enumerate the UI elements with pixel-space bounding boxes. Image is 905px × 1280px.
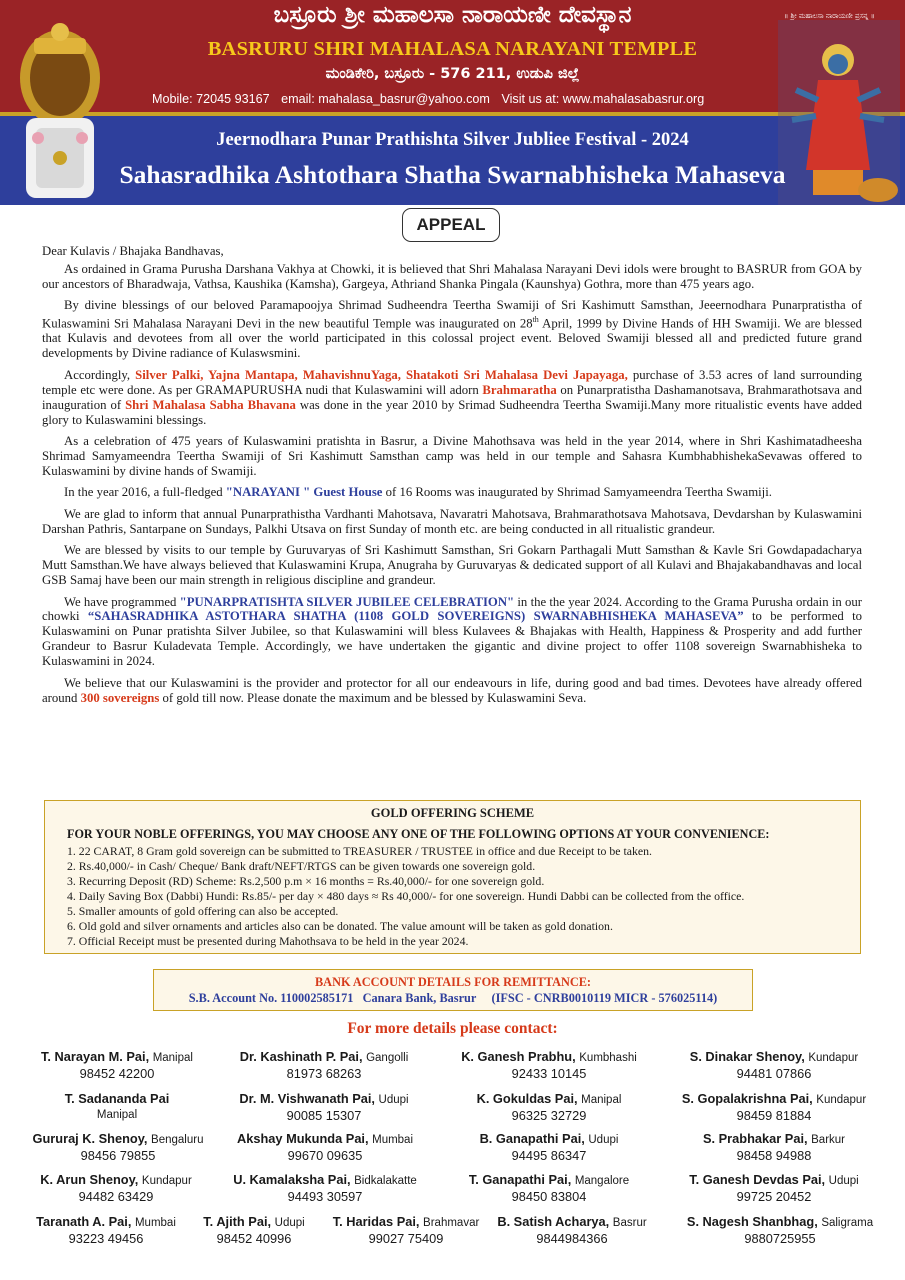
bank-details-box [153,969,753,1011]
contact-person: K. Ganesh Prabhu, Kumbhashi 92433 10145 [461,1049,637,1081]
scheme-subtitle: FOR YOUR NOBLE OFFERINGS, YOU MAY CHOOSE ANY ONE OF THE FOLLOWING OPTIONS AT YOUR CONVENIENCE: [67,827,770,841]
paragraph-annual-events: We are glad to inform that annual Punarprathistha Vardhanti Mahotsava, Navaratri Mahotsava, Brahmarathotsava Mahotsava, Devdarshan by Kulaswamini Darshan Pathris, Santarpane on Sundays, Palkhi Utsava on first Sunday of month etc. are being conducted in all ritualistic grandeur. [42,506,862,536]
scheme-option: 3. Recurring Deposit (RD) Scheme: Rs.2,500 p.m × 16 months = Rs.40,000/- for one sovereign gold. [67,874,545,888]
paragraph-guruvaryas: We are blessed by visits to our temple by Guruvaryas of Sri Kashimutt Samsthan, Sri Gokarn Parthagali Mutt Samsthan & Kavle Sri Gowdapadacharya Mutt Samsthan.We have always believed that Kulaswamini Krupa, Anugraha by Guruvaryas & dedicated support of all Kulavi and Bhajakabandhavas and local GSB Samaj have been our main strength in religious discipline and grandeur. [42,543,862,588]
paragraph-silver-jubilee: We have programmed "PUNARPRATISHTA SILVER JUBILEE CELEBRATION" in the the year 2024. According to the Grama Purusha ordain in our chowki “SAHASRADHIKA ASTOTHARA SHATHA (1108 GOLD SOVEREIGNS) SWARNABHISHEKA MAHASEVA” to be performed to Kulaswamini on Punar pratishta Silver Jubilee, so that Kulaswamini will bless Kulavees & Bhajakas with Health, Happiness & Prosperity and add further Grandeur to Basrur Kuladevata Temple. Accordingly, we have undertaken the gigantic and divine project to offer 1108 sovereign Swarnabhisheka to Kulaswamini in 2024. [42,594,862,669]
contact-person: T. Haridas Pai, Brahmavar 99027 75409 [332,1214,480,1246]
scheme-option: 5. Smaller amounts of gold offering can also be accepted. [67,904,339,918]
contact-person: B. Ganapathi Pai, Udupi 94495 86347 [479,1131,619,1163]
paragraph-mahothsava-2014: As a celebration of 475 years of Kulaswamini pratishta in Basrur, a Divine Mahothsava was held in the year 2014, where in Shri Kashimatadheesha Shrimad Samyameendra Teertha Swamiji of Sri Kashimutt Samsthan camp was held in our temple and Sahasra KumbhabhishekaSevawas offered to Kulaswamini by divine hands of Swamiji. [42,434,862,478]
mahaseva-title: Sahasradhika Ashtothara Shatha Swarnabhisheka Mahaseva [119,160,786,189]
scheme-option: 1. 22 CARAT, 8 Gram gold sovereign can be submitted to TREASURER / TRUSTEE in office and due Receipt to be taken. [67,844,652,858]
paragraph-inauguration: By divine blessings of our beloved Paramapoojya Shrimad Sudheendra Teertha Swamiji of Sri Kashimutt Samsthan, Jeeernodhara Punarpratistha of Kulaswamini Sri Mahalasa Narayani Devi in the new beautiful Temple was inaugurated on 28th April, 1999 by Divine Hands of HH Swamiji. We are blessed that Kulavis and devotees from all over the world participated in this colossal project event. Beloved Swamiji blessed all and predicted future grand developments by Divine radiance of Kulaswsmini. [42,298,862,361]
contact-person: S. Nagesh Shanbhag, Saligrama 9880725955 [686,1214,874,1246]
temple-name-english: BASRURU SHRI MAHALASA NARAYANI TEMPLE [207,38,698,60]
temple-address-kannada: ಮಂಡಿಕೇರಿ, ಬಸ್ರೂರು - 576 211, ಉಡುಪಿ ಜಿಲ್ಲೆ [325,66,580,82]
contact-person: T. Ajith Pai, Udupi 98452 40996 [203,1214,305,1246]
scheme-option: 7. Official Receipt must be presented during Mahothsava to be held in the year 2024. [67,934,469,948]
header-gold-stripe [0,112,905,116]
website-link[interactable]: Visit us at: www.mahalasabasrur.org [501,92,705,106]
paragraph-developments: Accordingly, Silver Palki, Yajna Mantapa, MahavishnuYaga, Shatakoti Sri Mahalasa Devi Japayaga, purchase of 3.53 acres of land surrounding temple etc were done. As per GRAMAPURUSHA nudi that Kulaswamini will adorn Brahmaratha on Punarpratistha Dashamanotsava, Brahmarathotsava and inauguration of Shri Mahalasa Sabha Bhavana was done in the year 2010 by Srimad Sudheendra Teertha Swamiji.Many more ritualistic events have added glory to Kulaswamini blessings. [42,367,863,427]
scheme-title: GOLD OFFERING SCHEME [370,806,535,820]
temple-name-kannada: ಬಸ್ರೂರು ಶ್ರೀ ಮಹಾಲಸಾ ನಾರಾಯಣೀ ದೇವಸ್ಥಾನ [273,2,632,28]
header-banner [0,0,905,205]
mobile-number: Mobile: 72045 93167 [152,92,270,106]
gold-offering-scheme-box [44,800,861,954]
scheme-option: 6. Old gold and silver ornaments and articles also can be donated. The value amount will be taken as gold donation. [67,919,613,933]
contact-person: Akshay Mukunda Pai, Mumbai 99670 09635 [236,1131,414,1163]
scheme-option: 4. Daily Saving Box (Dabbi) Hundi: Rs.85/- per day × 480 days ≈ Rs 40,000/- for one sovereign. Hundi Dabbi can be collected from the office. [67,889,745,903]
contacts-heading: For more details please contact: [347,1020,558,1037]
contact-person: T. Sadananda Pai Manipal [64,1091,170,1121]
email-address: email: mahalasa_basrur@yahoo.com [281,92,490,106]
contact-person: S. Prabhakar Pai, Barkur 98458 94988 [703,1131,845,1163]
salutation: Dear Kulavis / Bhajaka Bandhavas, [42,244,224,258]
paragraph-donation-request: We believe that our Kulaswamini is the provider and protector for all our endeavours in life, during good and bad times. Devotees have already offered around 300 sovereigns of gold till now. Please donate the maximum and be blessed by Kulaswamini Seva. [42,675,862,705]
scheme-option: 2. Rs.40,000/- in Cash/ Cheque/ Bank draft/NEFT/RTGS can be given towards one sovereign gold. [67,859,536,873]
bank-account-line: S.B. Account No. 110002585171 Canara Bank, Basrur (IFSC - CNRB0010119 MICR - 576025114) [188,991,718,1005]
contact-person: B. Satish Acharya, Basrur 9844984366 [497,1214,647,1246]
contact-person: T. Ganapathi Pai, Mangalore 98450 83804 [468,1172,630,1204]
contact-person: T. Narayan M. Pai, Manipal 98452 42200 [41,1049,193,1081]
contact-person: Dr. Kashinath P. Pai, Gangolli 81973 68263 [239,1049,409,1081]
appeal-letter [42,244,862,712]
contact-person: U. Kamalaksha Pai, Bidkalakatte 94493 30597 [233,1172,417,1204]
invocation-caption: ॥ ಶ್ರೀ ಮಹಾಲಸಾ ನಾರಾಯಣೀ ಪ್ರಸನ್ನ ॥ [784,12,875,20]
paragraph-guest-house: In the year 2016, a full-fledged "NARAYANI " Guest House of 16 Rooms was inaugurated by Shrimad Samyameendra Teertha Swamiji. [64,485,772,500]
header-contact-line [152,92,712,106]
paragraph-history: As ordained in Grama Purusha Darshana Vakhya at Chowki, it is believed that Shri Mahalasa Narayani Devi idols were brought to BASRUR from GOA by our ancestors of Bharadwaja, Vathsa, Kaushika (Kamsha), Gargeya, Athriand Shanka Pingala (Kaunshya) Gothra, more than 475 years ago. [42,261,862,291]
contact-person: S. Gopalakrishna Pai, Kundapur 98459 81884 [681,1091,867,1123]
contact-person: T. Ganesh Devdas Pai, Udupi 99725 20452 [689,1172,859,1204]
contact-person: S. Dinakar Shenoy, Kundapur 94481 07866 [689,1049,859,1081]
contact-person: K. Gokuldas Pai, Manipal 96325 32729 [476,1091,622,1123]
contact-person: K. Arun Shenoy, Kundapur 94482 63429 [40,1172,192,1204]
appeal-badge: APPEAL [402,208,500,242]
festival-title: Jeernodhara Punar Prathishta Silver Jubliee Festival - 2024 [216,130,689,150]
contact-person: Dr. M. Vishwanath Pai, Udupi 90085 15307 [239,1091,409,1123]
contact-person: Gururaj K. Shenoy, Bengaluru 98456 79855 [32,1131,204,1163]
contact-person: Taranath A. Pai, Mumbai 93223 49456 [36,1214,176,1246]
scheme-options-list [45,844,860,949]
bank-title: BANK ACCOUNT DETAILS FOR REMITTANCE: [314,975,592,989]
